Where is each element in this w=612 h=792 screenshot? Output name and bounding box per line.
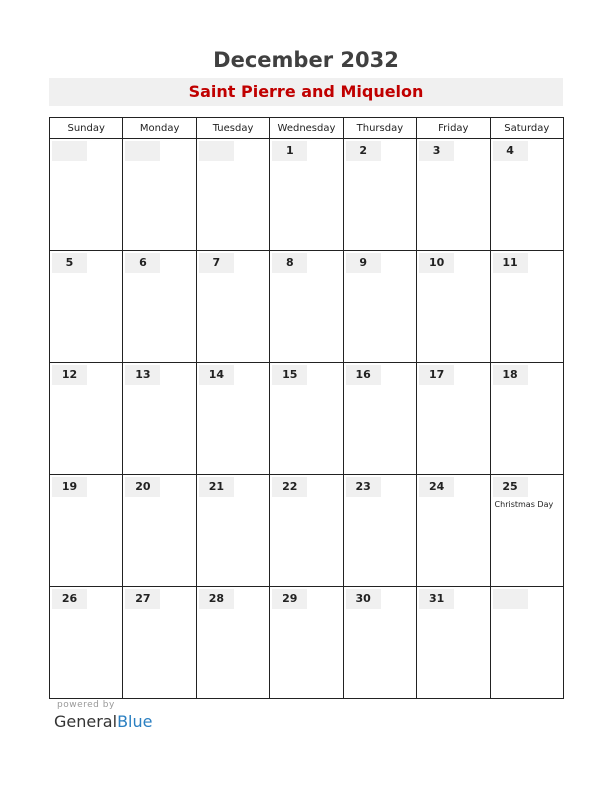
day-number: 22	[272, 477, 307, 497]
empty-day-cell	[123, 139, 196, 251]
day-number: 17	[419, 365, 454, 385]
day-number: 12	[52, 365, 87, 385]
day-number: 20	[125, 477, 160, 497]
day-number: 24	[419, 477, 454, 497]
week-row	[50, 139, 564, 251]
calendar-grid	[49, 117, 564, 699]
generalblue-logo[interactable]	[54, 712, 152, 731]
calendar-body	[50, 139, 564, 699]
day-number: 8	[272, 253, 307, 273]
holiday-label: Christmas Day	[494, 500, 554, 509]
day-number: 26	[52, 589, 87, 609]
powered-by-label: powered by	[57, 700, 115, 710]
brand-blue: Blue	[117, 712, 153, 731]
week-row	[50, 475, 564, 587]
day-cell	[123, 251, 196, 363]
day-number: 31	[419, 589, 454, 609]
day-cell	[270, 363, 343, 475]
week-row	[50, 363, 564, 475]
day-cell	[490, 139, 563, 251]
day-cell	[270, 139, 343, 251]
weekday-thursday: Thursday	[343, 118, 416, 139]
calendar-title: December 2032	[213, 48, 399, 72]
day-cell	[417, 475, 490, 587]
day-cell	[196, 475, 269, 587]
day-number: 13	[125, 365, 160, 385]
day-cell	[123, 363, 196, 475]
day-number: 1	[272, 141, 307, 161]
day-number: 25	[493, 477, 528, 497]
day-cell	[50, 251, 123, 363]
empty-day-cell	[196, 139, 269, 251]
empty-day-marker	[125, 141, 160, 161]
weekday-wednesday: Wednesday	[270, 118, 343, 139]
weekday-saturday: Saturday	[490, 118, 563, 139]
day-number: 27	[125, 589, 160, 609]
weekday-tuesday: Tuesday	[196, 118, 269, 139]
day-cell	[490, 475, 563, 587]
brand-general: General	[54, 712, 118, 731]
day-number: 30	[346, 589, 381, 609]
day-cell	[123, 587, 196, 699]
day-number: 5	[52, 253, 87, 273]
day-cell	[270, 587, 343, 699]
day-cell	[343, 139, 416, 251]
day-cell	[123, 475, 196, 587]
day-number: 4	[493, 141, 528, 161]
day-number: 7	[199, 253, 234, 273]
empty-day-cell	[490, 587, 563, 699]
day-number: 3	[419, 141, 454, 161]
day-cell	[417, 139, 490, 251]
empty-day-cell	[50, 139, 123, 251]
day-number: 19	[52, 477, 87, 497]
day-cell	[417, 251, 490, 363]
day-number: 21	[199, 477, 234, 497]
day-cell	[50, 475, 123, 587]
day-cell	[196, 251, 269, 363]
day-cell	[343, 475, 416, 587]
week-row	[50, 251, 564, 363]
day-number: 15	[272, 365, 307, 385]
day-cell	[50, 363, 123, 475]
empty-day-marker	[199, 141, 234, 161]
day-number: 29	[272, 589, 307, 609]
day-number: 2	[346, 141, 381, 161]
day-cell	[270, 251, 343, 363]
weekday-monday: Monday	[123, 118, 196, 139]
day-number: 23	[346, 477, 381, 497]
empty-day-marker	[493, 589, 528, 609]
weekday-sunday: Sunday	[50, 118, 123, 139]
day-number: 14	[199, 365, 234, 385]
day-number: 9	[346, 253, 381, 273]
empty-day-marker	[52, 141, 87, 161]
day-number: 18	[493, 365, 528, 385]
day-cell	[196, 363, 269, 475]
day-cell	[343, 363, 416, 475]
day-cell	[196, 587, 269, 699]
weekday-friday: Friday	[417, 118, 490, 139]
day-number: 16	[346, 365, 381, 385]
day-cell	[417, 363, 490, 475]
day-cell	[417, 587, 490, 699]
day-number: 6	[125, 253, 160, 273]
day-number: 28	[199, 589, 234, 609]
region-banner: Saint Pierre and Miquelon	[49, 78, 563, 106]
day-cell	[490, 251, 563, 363]
day-number: 11	[493, 253, 528, 273]
day-cell	[343, 251, 416, 363]
day-cell	[50, 587, 123, 699]
day-cell	[490, 363, 563, 475]
day-cell	[343, 587, 416, 699]
weekday-header-row	[50, 118, 564, 139]
week-row	[50, 587, 564, 699]
day-number: 10	[419, 253, 454, 273]
day-cell	[270, 475, 343, 587]
